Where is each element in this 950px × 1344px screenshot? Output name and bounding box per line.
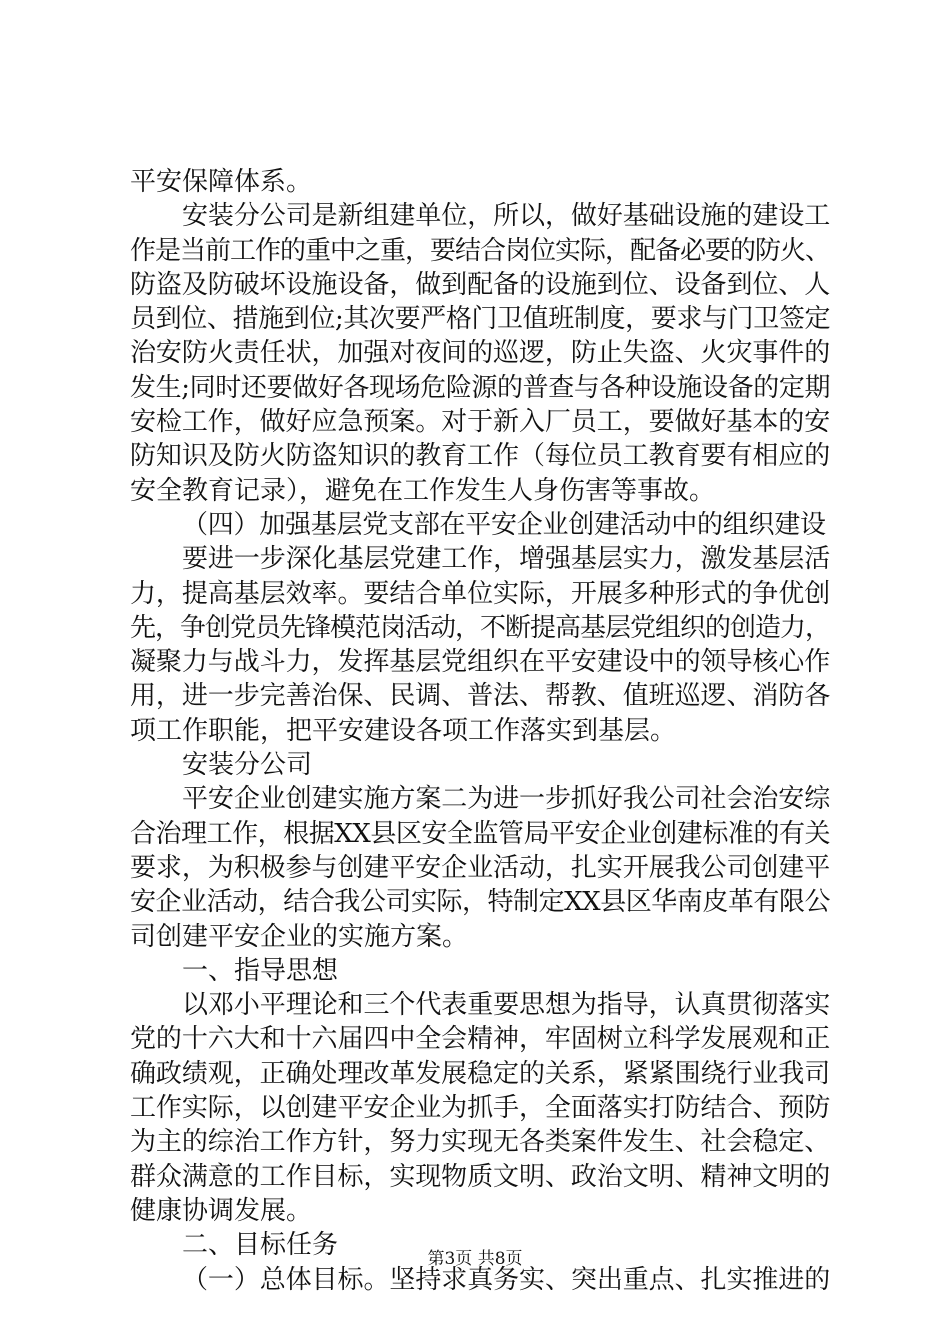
paragraph-line: 凝聚力与战斗力，发挥基层党组织在平安建设中的领导核心作 [130,647,830,678]
paragraph-line: 健康协调发展。 [130,1195,313,1226]
paragraph-line: 防盗及防破坏设施设备，做到配备的设施到位、设备到位、人 [130,269,830,300]
paragraph-line: （一）总体目标。坚持求真务实、突出重点、扎实推进的 [182,1264,830,1295]
paragraph-line: 群众满意的工作目标，实现物质文明、政治文明、精神文明的 [130,1161,830,1192]
paragraph-line: 为主的综治工作方针，努力实现无各类案件发生、社会稳定、 [130,1127,830,1158]
paragraph-line: 要求，为积极参与创建平安企业活动，扎实开展我公司创建平 [130,852,830,883]
paragraph-line: 防知识及防火防盗知识的教育工作（每位员工教育要有相应的 [130,441,830,472]
paragraph-line: 党的十六大和十六届四中全会精神，牢固树立科学发展观和正 [130,1024,830,1055]
paragraph-line: 合治理工作，根据XX县区安全监管局平安企业创建标准的有关 [130,818,830,849]
paragraph-line: 作是当前工作的重中之重，要结合岗位实际，配备必要的防火、 [130,235,831,266]
paragraph-line: 司创建平安企业的实施方案。 [130,921,469,952]
paragraph-line: 工作实际，以创建平安企业为抓手，全面落实打防结合、预防 [130,1093,830,1124]
document-body [130,165,830,1297]
paragraph-line: 发生;同时还要做好各现场危险源的普查与各种设施设备的定期 [130,372,830,403]
paragraph-line: 以邓小平理论和三个代表重要思想为指导，认真贯彻落实 [182,990,830,1021]
paragraph-line: 安检工作，做好应急预案。对于新入厂员工，要做好基本的安 [130,407,830,438]
paragraph-line: 用，进一步完善治保、民调、普法、帮教、值班巡逻、消防各 [130,681,830,712]
paragraph-line: 安全教育记录），避免在工作发生人身伤害等事故。 [130,475,716,506]
paragraph-line: 安企业活动，结合我公司实际，特制定XX县区华南皮革有限公 [130,887,830,918]
paragraph-line: 先，争创党员先锋模范岗活动，不断提高基层党组织的创造力， [130,612,831,643]
paragraph-line: 要进一步深化基层党建工作，增强基层实力，激发基层活 [182,544,830,575]
section-heading: （四）加强基层党支部在平安企业创建活动中的组织建设 [182,509,826,540]
signature-line: 安装分公司 [182,750,313,781]
paragraph-line: 治安防火责任状，加强对夜间的巡逻，防止失盗、火灾事件的 [130,338,830,369]
paragraph-line: 员到位、措施到位;其次要严格门卫值班制度，要求与门卫签定 [130,304,830,335]
section-heading: 二、目标任务 [182,1230,339,1261]
paragraph-line: 项工作职能，把平安建设各项工作落实到基层。 [130,715,677,746]
paragraph-line: 平安保障体系。 [130,167,313,197]
paragraph-line: 确政绩观，正确处理改革发展稳定的关系，紧紧围绕行业我司 [130,1058,830,1089]
paragraph-line: 安装分公司是新组建单位，所以，做好基础设施的建设工 [182,201,830,232]
section-heading: 一、指导思想 [182,955,339,986]
paragraph-line: 力，提高基层效率。要结合单位实际，开展多种形式的争优创 [130,578,830,609]
paragraph-line: 平安企业创建实施方案二为进一步抓好我公司社会治安综 [182,784,830,815]
page-footer: 第3页 共8页 [427,1249,523,1269]
